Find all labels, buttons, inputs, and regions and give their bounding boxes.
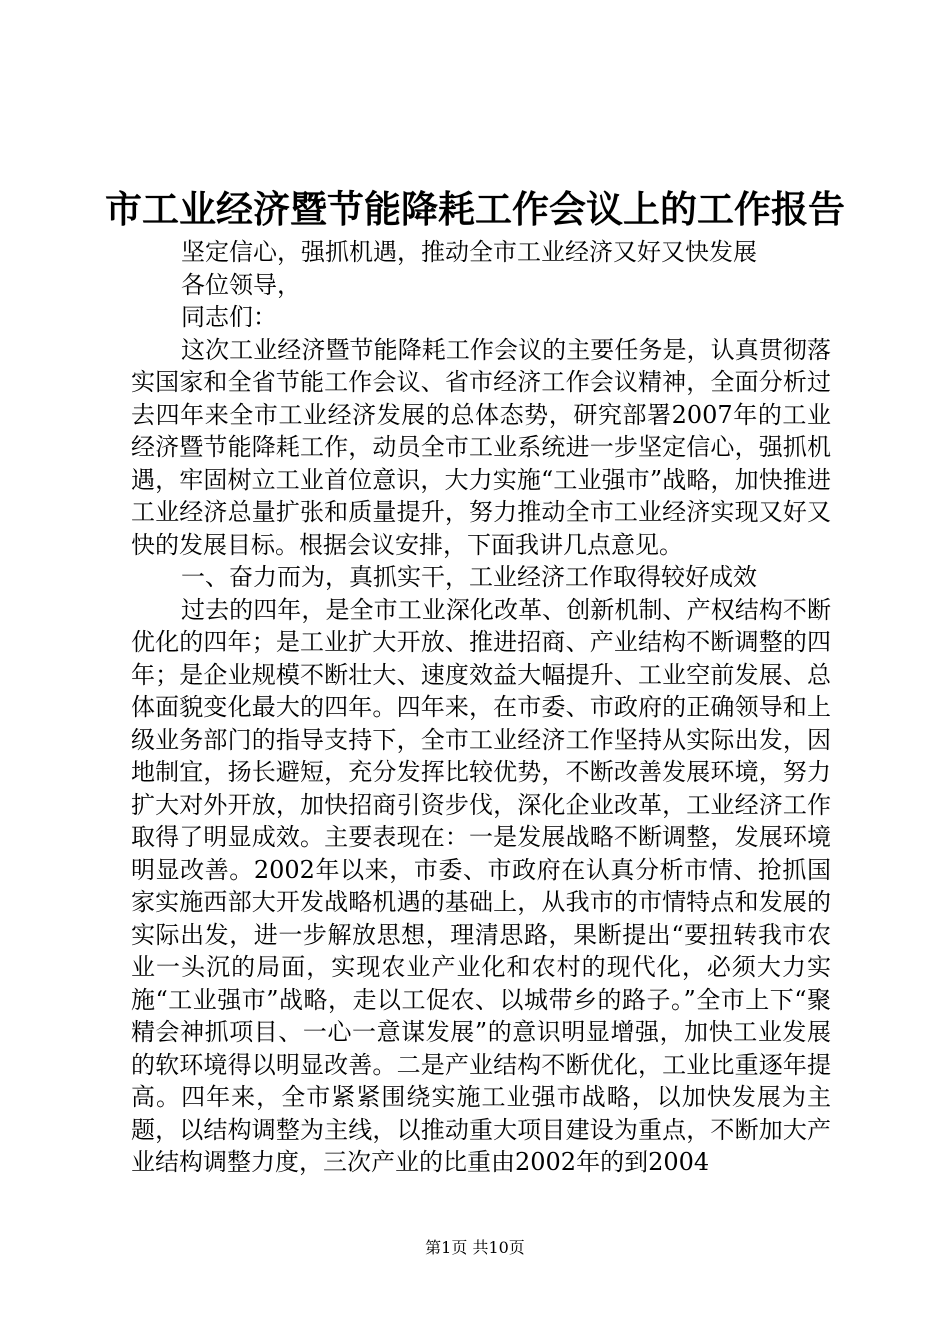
subtitle-paragraph: 坚定信心，强抓机遇，推动全市工业经济又好又快发展 (181, 238, 757, 266)
intro-paragraph: 这次工业经济暨节能降耗工作会议的主要任务是，认真贯彻落实国家和全省节能工作会议、省市经济工作会议精神，全面分析过去四年来全市工业经济发展的总体态势，研究部署2007年的工业经济暨节能降耗工作，动员全市工业系统进一步坚定信心，强抓机遇，牢固树立工业首位意识，大力实施“工业强市”战略，加快推进工业经济总量扩张和质量提升，努力推动全市工业经济实现又好又快的发展目标。根据会议安排，下面我讲几点意见。 (131, 335, 831, 559)
document-body (131, 236, 831, 1179)
section-heading: 一、奋力而为，真抓实干，工业经济工作取得较好成效 (181, 563, 757, 591)
page-number: 第1页 共10页 (425, 1238, 525, 1257)
salutation-comrades: 同志们： (181, 303, 277, 331)
document-title: 市工业经济暨节能降耗工作会议上的工作报告 (105, 187, 845, 231)
salutation-leaders: 各位领导， (181, 270, 301, 299)
section-paragraph: 过去的四年，是全市工业深化改革、创新机制、产权结构不断优化的四年；是工业扩大开放、推进招商、产业结构不断调整的四年；是企业规模不断壮大、速度效益大幅提升、工业空前发展、总体面貌变化最大的四年。四年来，在市委、市政府的正确领导和上级业务部门的指导支持下，全市工业经济工作坚持从实际出发，因地制宜，扬长避短，充分发挥比较优势，不断改善发展环境，努力扩大对外开放，加快招商引资步伐，深化企业改革，工业经济工作取得了明显成效。主要表现在：一是发展战略不断调整，发展环境明显改善。2002年以来，市委、市政府在认真分析市情、抢抓国家实施西部大开发战略机遇的基础上，从我市的市情特点和发展的实际出发，进一步解放思想，理清思路，果断提出“要扭转我市农业一头沉的局面，实现农业产业化和农村的现代化，必须大力实施“工业强市”战略，走以工促农、以城带乡的路子。”全市上下“聚精会神抓项目、一心一意谋发展”的意识明显增强，加快工业发展的软环境得以明显改善。二是产业结构不断优化，工业比重逐年提高。四年来，全市紧紧围绕实施工业强市战略，以加快发展为主题，以结构调整为主线，以推动重大项目建设为重点，不断加大产业结构调整力度，三次产业的比重由2002年的到2004 (131, 595, 831, 1176)
